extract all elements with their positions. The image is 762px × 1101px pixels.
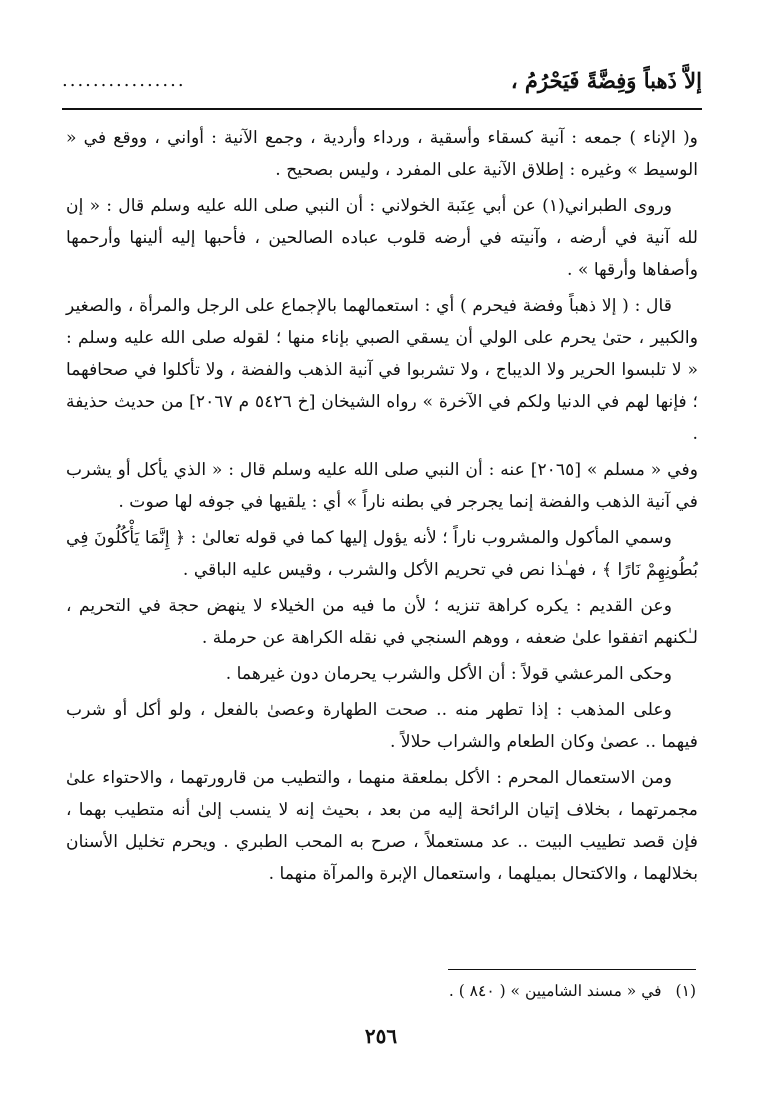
header-title: إلاَّ ذَهباً وَفِضَّةً فَيَحْرُمُ ، <box>510 68 702 93</box>
footnote-text: في « مسند الشاميين » ( ٨٤٠ ) . <box>448 982 662 1000</box>
footnote-number: (١) <box>675 982 696 1000</box>
paragraph-marashi-opinion: وحكى المرعشي قولاً : أن الأكل والشرب يحرمان دون غيرهما . <box>225 664 672 684</box>
paragraph-prohibited-uses: ومن الاستعمال المحرم : الأكل بملعقة منهما ، والتطيب من قارورتهما ، والاحتواء علىٰ مجمرتهما ، بخلاف إتيان الرائحة إليه من بعد ، بحيث إنه لا ينسب إلىٰ أنه متطيب بهما ، فإن قصد تطييب البيت .. عد مستعملاً ، صرح به المحب الطبري . ويحرم تخليل الأسنان بخلالهما ، والاكتحال بميلهما ، واستعمال الإبرة والمرآة منهما . <box>66 768 698 884</box>
paragraph-gold-silver-ruling: قال : ( إلا ذهباً وفضة فيحرم ) أي : استعمالهما بالإجماع على الرجل والمرأة ، والصغير والكبير ، حتىٰ يحرم على الولي أن يسقي الصبي بإناء منها ؛ لقوله صلى الله عليه وسلم : « لا تلبسوا الحرير ولا الديباج ، ولا تشربوا في آنية الذهب والفضة ، ولا تأكلوا في صحافهما ؛ فإنها لهم في الدنيا ولكم في الآخرة » رواه الشيخان [خ ٥٤٢٦ م ٢٠٦٧] من حديث حذيفة . <box>66 296 698 444</box>
paragraph-tabarani-narration: وروى الطبراني(١) عن أبي عِنَبة الخولاني : أن النبي صلى الله عليه وسلم قال : « إن لله آنية في أرضه ، وآنيته في أرضه قلوب عباده الصالحين ، فأحبها إليه ألينها وأرحمها وأصفاها وأرقها » . <box>66 196 698 280</box>
page-number: ٢٥٦ <box>364 1024 398 1048</box>
paragraph-madhhab-ruling: وعلى المذهب : إذا تطهر منه .. صحت الطهارة وعصىٰ بالفعل ، ولو أكل أو شرب فيهما .. عصىٰ وكان الطعام والشراب حلالاً . <box>66 700 698 752</box>
footnote <box>296 982 696 1000</box>
main-text <box>66 122 698 894</box>
paragraph-quran-verse: وسمي المأكول والمشروب ناراً ؛ لأنه يؤول إليها كما في قوله تعالىٰ : ﴿ إِنَّمَا يَأْكُلُونَ فِي بُطُونِهِمْ نَارًا ﴾ ، فهـٰذا نص في تحريم الأكل والشرب ، وقيس عليه الباقي . <box>66 528 698 580</box>
paragraph-muslim-hadith: وفي « مسلم » [٢٠٦٥] عنه : أن النبي صلى الله عليه وسلم قال : « الذي يأكل أو يشرب في آنية الذهب والفضة إنما يجرجر في بطنه ناراً » أي : يلقيها في جوفه لها صوت . <box>66 460 698 512</box>
header-divider <box>62 108 702 110</box>
running-header <box>62 60 702 104</box>
paragraph-old-opinion: وعن القديم : يكره كراهة تنزيه ؛ لأن ما فيه من الخيلاء لا ينهض حجة في التحريم ، لـٰكنهم اتفقوا علىٰ ضعفه ، ووهم السنجي في نقله الكراهة عن حرملة . <box>66 596 698 648</box>
paragraph-vessel-definition: و( الإناء ) جمعه : آنية كسقاء وأسقية ، ورداء وأردية ، وجمع الآنية : أواني ، ووقع في « الوسيط » وغيره : إطلاق الآنية على المفرد ، وليس بصحيح . <box>66 128 698 180</box>
footnote-divider <box>448 969 696 970</box>
header-dot-leader: ................ <box>62 70 186 91</box>
